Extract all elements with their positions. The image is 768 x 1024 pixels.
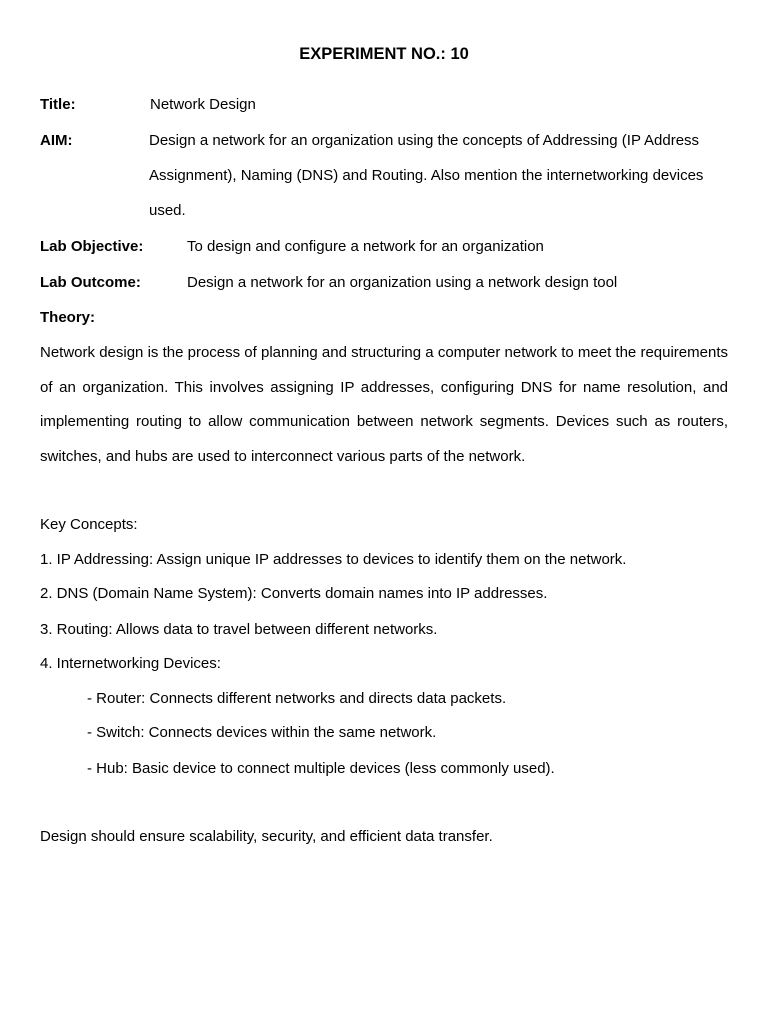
- concept-item-ip-addressing: 1. IP Addressing: Assign unique IP addresses to devices to identify them on the network.: [40, 551, 627, 568]
- title-label: Title:: [40, 96, 76, 113]
- conclusion-text: Design should ensure scalability, security, and efficient data transfer.: [40, 828, 493, 845]
- concept-item-routing: 3. Routing: Allows data to travel between different networks.: [40, 621, 438, 638]
- device-item-hub: - Hub: Basic device to connect multiple devices (less commonly used).: [87, 760, 555, 777]
- concept-item-internetworking-devices: 4. Internetworking Devices:: [40, 655, 221, 672]
- aim-value: Design a network for an organization using the concepts of Addressing (IP Address Assignment), Naming (DNS) and Routing. Also mention the internetworking devices used.: [149, 132, 704, 219]
- lab-outcome-value: Design a network for an organization using a network design tool: [187, 274, 618, 291]
- lab-outcome-label: Lab Outcome:: [40, 274, 141, 291]
- experiment-heading: EXPERIMENT NO.: 10: [299, 45, 469, 63]
- theory-label: Theory:: [40, 309, 96, 326]
- aim-label: AIM:: [40, 132, 73, 149]
- concept-item-dns: 2. DNS (Domain Name System): Converts domain names into IP addresses.: [40, 585, 548, 602]
- theory-paragraph: Network design is the process of planning and structuring a computer network to meet the requirements of an organization. This involves assigning IP addresses, configuring DNS for name resolution, and implementing routing to allow communication between network segments. Devices such as routers, switches, and hubs are used to interconnect various parts of the network.: [40, 344, 728, 465]
- lab-objective-label: Lab Objective:: [40, 238, 144, 255]
- device-item-switch: - Switch: Connects devices within the same network.: [87, 724, 437, 741]
- lab-objective-value: To design and configure a network for an organization: [187, 238, 544, 255]
- key-concepts-heading: Key Concepts:: [40, 516, 138, 533]
- title-value: Network Design: [150, 96, 256, 113]
- device-item-router: - Router: Connects different networks and directs data packets.: [87, 690, 507, 707]
